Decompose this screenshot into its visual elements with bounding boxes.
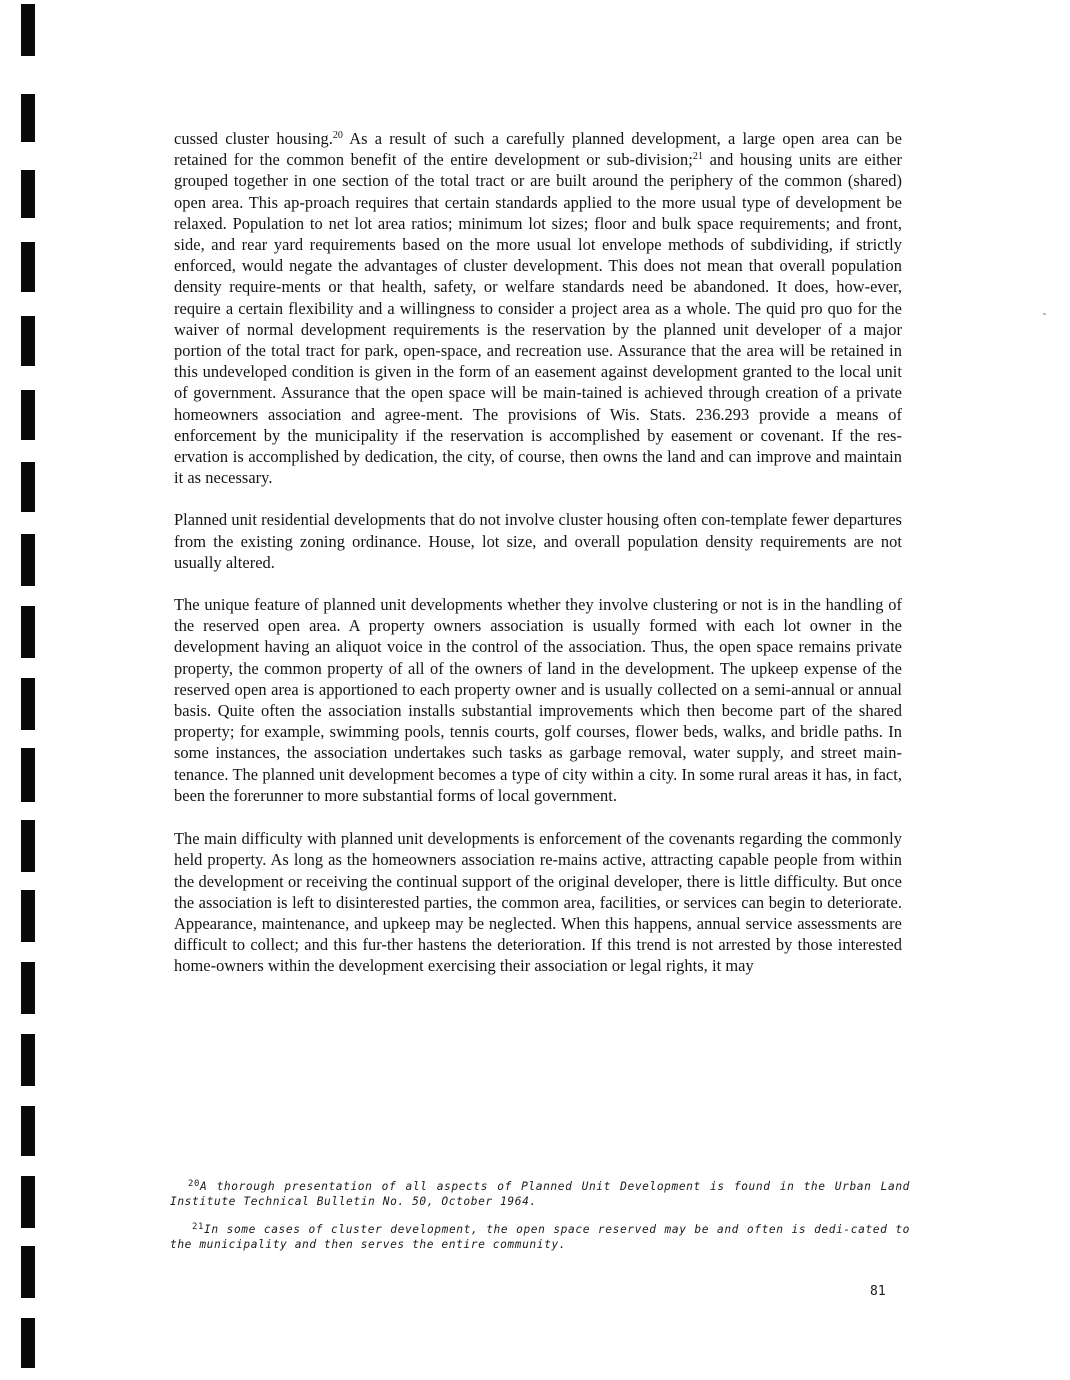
paragraph-text: As a result of such a carefully planned development, a large open area can be retained for the common benefit of the entire development or sub-division; [174,129,902,170]
footnote-21 [170,1223,910,1252]
binder-mark [21,748,35,802]
paragraph-text: and housing units are either grouped together in one section of the total tract or are built around the periphery of the common (shared) open area. This ap-proach requires that certain standards applied to the more usual type of development be relaxed. Population to net lot area ratios; minimum lot sizes; floor and bulk space requirements; and front, side, and rear yard requirements based on the more usual lot envelope methods of subdividing, if strictly enforced, would negate the advantages of cluster development. This does not mean that overall population density require-ments or that health, safety, or welfare standards need be abandoned. It does, how-ever, require a certain flexibility and a willingness to consider a project area as a whole. The quid pro quo for the waiver of normal development requirements is the reservation by the planned unit developer of a major portion of the total tract for park, open-space, and recreation use. Assurance that the area will be retained in this undeveloped condition is given in the form of an easement against development granted to the local unit of government. Assurance that the open space will be main-tained is achieved through creation of a private homeowners association and agree-ment. The provisions of Wis. Stats. 236.293 provide a means of enforcement by the municipality if the reservation is accomplished by easement or covenant. If the res-ervation is accomplished by dedication, the city, of course, then owns the land and can improve and maintain it as necessary. [174,150,902,488]
binder-mark [21,1318,35,1368]
binder-mark [21,390,35,440]
scan-speck [1043,313,1046,315]
paragraph-non-cluster-developments: Planned unit residential developments that do not involve cluster housing often con-template fewer departures from the existing zoning ordinance. House, lot size, and overall population density requirements are not usually altered. [174,510,902,572]
footnote-number: 20 [188,1179,201,1189]
footnote-ref-21[interactable]: 21 [692,151,704,163]
binder-mark [21,962,35,1014]
binder-mark [21,820,35,872]
binder-mark [21,534,35,586]
binder-edge-marks [0,0,60,1380]
paragraph-text: cussed cluster housing. [174,129,333,148]
binder-mark [21,606,35,658]
binder-mark [21,1034,35,1086]
footnote-20 [170,1180,910,1209]
footnote-ref-20[interactable]: 20 [332,130,343,141]
paragraph-covenant-enforcement: The main difficulty with planned unit developments is enforcement of the covenants regarding the commonly held property. As long as the homeowners association re-mains active, attracting capable people from within the development or receiving the continual support of the original developer, there is little difficulty. But once the association is left to disinterested parties, the common area, facilities, or services can begin to deteriorate. Appearance, maintenance, and upkeep may be neglected. When this happens, annual service assessments are difficult to collect; and this fur-ther hastens the deterioration. If this trend is not arrested by those interested home-owners within the development exercising their association or legal rights, it may [174,829,902,976]
binder-mark [21,94,35,142]
paragraph-reserved-open-area: The unique feature of planned unit developments whether they involve clustering or not is in the handling of the reserved open area. A property owners association is usually formed with each lot owner in the development having an aliquot voice in the control of the association. Thus, the open space remains private property, the common property of all of the owners of land in the development. The upkeep expense of the reserved open area is apportioned to each property owner and is usually collected on a semi-annual or annual basis. Quite often the association installs substantial improvements which then become part of the shared property; for example, swimming pools, tennis courts, golf courses, flower beds, walks, and bridle paths. In some instances, the association undertakes such tasks as garbage removal, water supply, and street main-tenance. The planned unit development becomes a type of city within a city. In some rural areas it has, in fact, been the forerunner to more substantial forms of local government. [174,595,902,805]
binder-mark [21,1176,35,1228]
binder-mark [21,890,35,942]
footnote-text: In some cases of cluster development, the open space reserved may be and often is dedi-cated to the municipality and then serves the entire community. [170,1223,910,1251]
binder-mark [21,1246,35,1298]
binder-mark [21,242,35,292]
binder-mark [21,678,35,730]
binder-mark [21,462,35,512]
binder-mark [21,170,35,218]
page-body [174,128,902,977]
binder-mark [21,4,35,56]
footnote-text: A thorough presentation of all aspects of Planned Unit Development is found in the Urban Land Institute Technical Bulletin No. 50, October 1964. [170,1180,910,1208]
footnote-number: 21 [192,1222,205,1232]
page-number: 81 [870,1284,886,1299]
footnotes [170,1180,910,1252]
paragraph-cluster-housing [174,128,902,488]
binder-mark [21,1106,35,1156]
binder-mark [21,316,35,366]
